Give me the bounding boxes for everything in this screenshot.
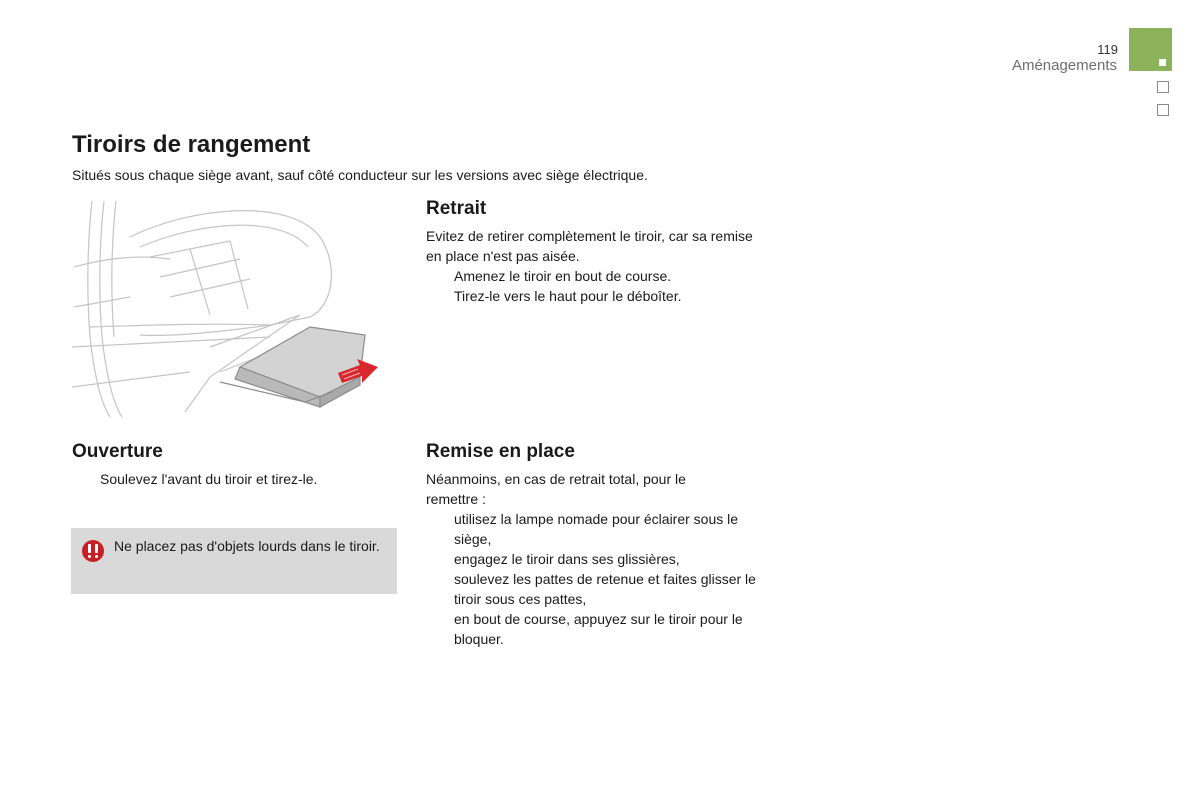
list-item: engagez le tiroir dans ses glissières,: [454, 551, 680, 567]
section-title: Aménagements: [1011, 57, 1117, 74]
page-subtitle: Situés sous chaque siège avant, sauf côté conducteur sur les versions avec siège électrique.: [72, 167, 648, 183]
page-title: Tiroirs de rangement: [72, 131, 311, 158]
seat-drawer-drawing: [70, 197, 392, 419]
tab-dot: [1159, 59, 1166, 66]
list-item: en bout de course, appuyez sur le tiroir pour le bloquer.: [454, 611, 743, 647]
retrait-list: [426, 266, 756, 306]
remise-list: [426, 509, 756, 649]
warning-icon: [82, 540, 104, 562]
seat-storage-drawer-illustration: [70, 197, 392, 419]
list-item: utilisez la lampe nomade pour éclairer sous le siège,: [454, 511, 739, 547]
chapter-tab-box: [1157, 81, 1169, 93]
chapter-tab-box: [1157, 104, 1169, 116]
list-item: Tirez-le vers le haut pour le déboîter.: [454, 288, 682, 304]
ouverture-list: [72, 469, 392, 489]
chapter-tab-active: [1129, 28, 1172, 71]
retrait-text: Evitez de retirer complètement le tiroir, car sa remise en place n'est pas aisée.: [426, 228, 753, 264]
heading-remise-en-place: Remise en place: [426, 441, 575, 462]
warning-text: Ne placez pas d'objets lourds dans le tiroir.: [114, 538, 380, 554]
heading-retrait: Retrait: [426, 198, 487, 219]
list-item: soulevez les pattes de retenue et faites glisser le tiroir sous ces pattes,: [454, 571, 756, 607]
list-item: Amenez le tiroir en bout de course.: [454, 268, 672, 284]
warning-box: [71, 528, 397, 594]
page-number: 119: [1097, 42, 1118, 57]
list-item: Soulevez l'avant du tiroir et tirez-le.: [100, 471, 318, 487]
remise-text: Néanmoins, en cas de retrait total, pour le remettre :: [426, 471, 686, 507]
heading-ouverture: Ouverture: [72, 441, 163, 462]
